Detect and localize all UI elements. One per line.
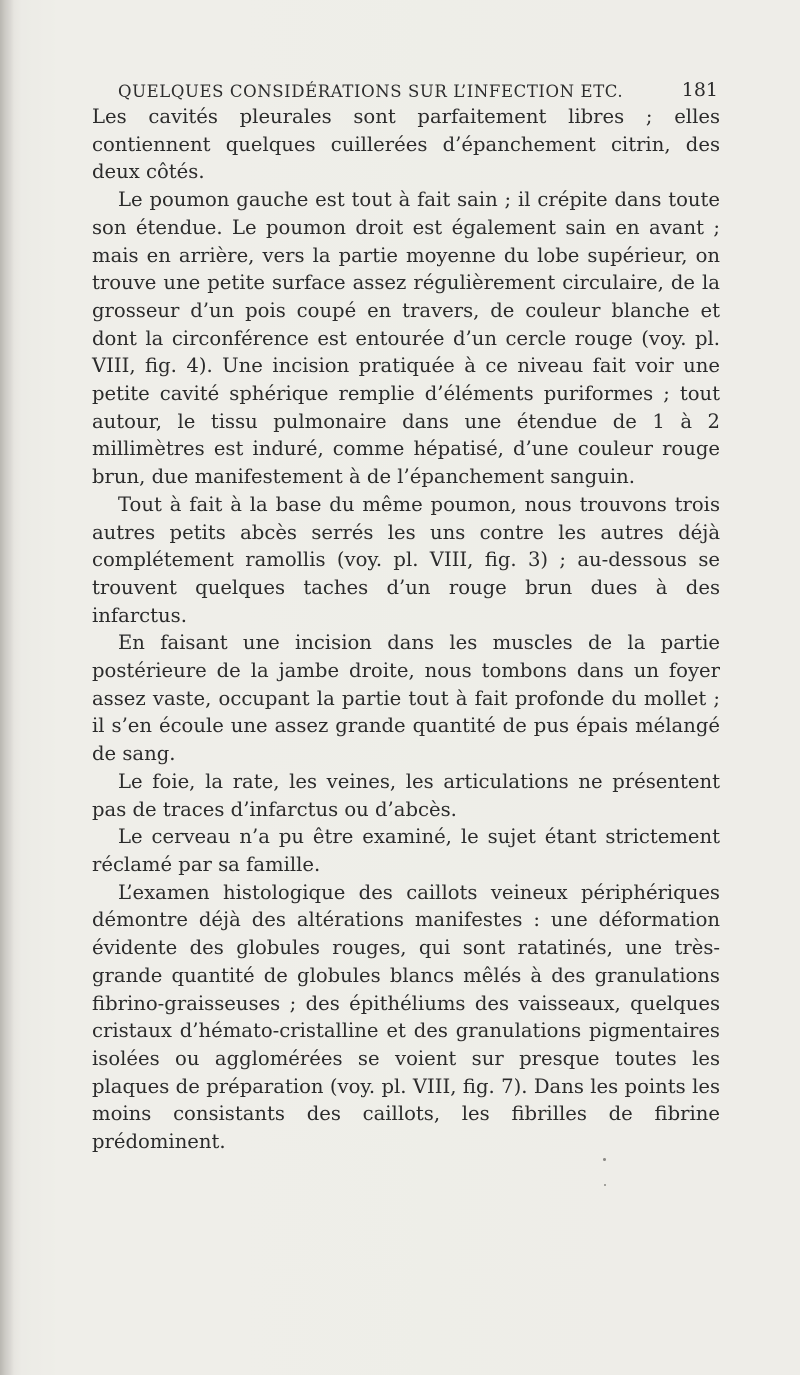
paragraph: Les cavités pleurales sont parfaitement libres ; elles contiennent quelques cuillerées d’épanchement citrin, des deux côtés. [92,105,720,184]
running-head: QUELQUES CONSIDÉRATIONS SUR L’INFECTION ETC. [118,82,624,101]
page-number: 181 [681,79,718,101]
paragraph: Le foie, la rate, les veines, les articulations ne présentent pas de traces d’infarctus ou d’abcès. [92,769,720,821]
page-binding-edge [0,0,14,1375]
paragraph: En faisant une incision dans les muscles de la partie postérieure de la jambe droite, nous tombons dans un foyer assez vaste, occupant la partie tout à fait profonde du mollet ; il s’en écoule une assez grande quantité de pus épais mélangé de sang. [92,631,720,766]
paragraph: Le poumon gauche est tout à fait sain ; il crépite dans toute son étendue. Le poumon droit est également sain en avant ; mais en arrière, vers la partie moyenne du lobe supérieur, on trouve une petite surface assez régulièrement circulaire, de la grosseur d’un pois coupé en travers, de couleur blanche et dont la circonférence est entourée d’un cercle rouge (voy. pl. VIII, fig. 4). Une incision pratiquée à ce niveau fait voir une petite cavité sphérique remplie d’éléments puriformes ; tout autour, le tissu pulmonaire dans une étendue de 1 à 2 millimètres est induré, comme hépatisé, d’une couleur rouge brun, due manifestement à de l’épanchement sanguin. [92,188,720,489]
paragraph: L’examen histologique des caillots veineux périphériques démontre déjà des altérations manifestes : une déformation évidente des globules rouges, qui sont ratatinés, une très-grande quantité de globules blancs mêlés à des granulations fibrino-graisseuses ; des épithéliums des vaisseaux, quelques cristaux d’hémato-cristalline et des granulations pigmentaires isolées ou agglomérées se voient sur presque toutes les plaques de préparation (voy. pl. VIII, fig. 7). Dans les points les moins consistants des caillots, les fibrilles de fibrine prédominent. [92,880,720,1154]
paper-speck [603,1158,606,1161]
paper-speck [604,1184,606,1186]
paragraph: Tout à fait à la base du même poumon, nous trouvons trois autres petits abcès serrés les uns contre les autres déjà complétement ramollis (voy. pl. VIII, fig. 3) ; au-dessous se trouvent quelques taches d’un rouge brun dues à des infarctus. [92,492,720,627]
paragraph: Le cerveau n’a pu être examiné, le sujet étant strictement réclamé par sa famille. [92,825,720,876]
body-text [92,103,720,1156]
